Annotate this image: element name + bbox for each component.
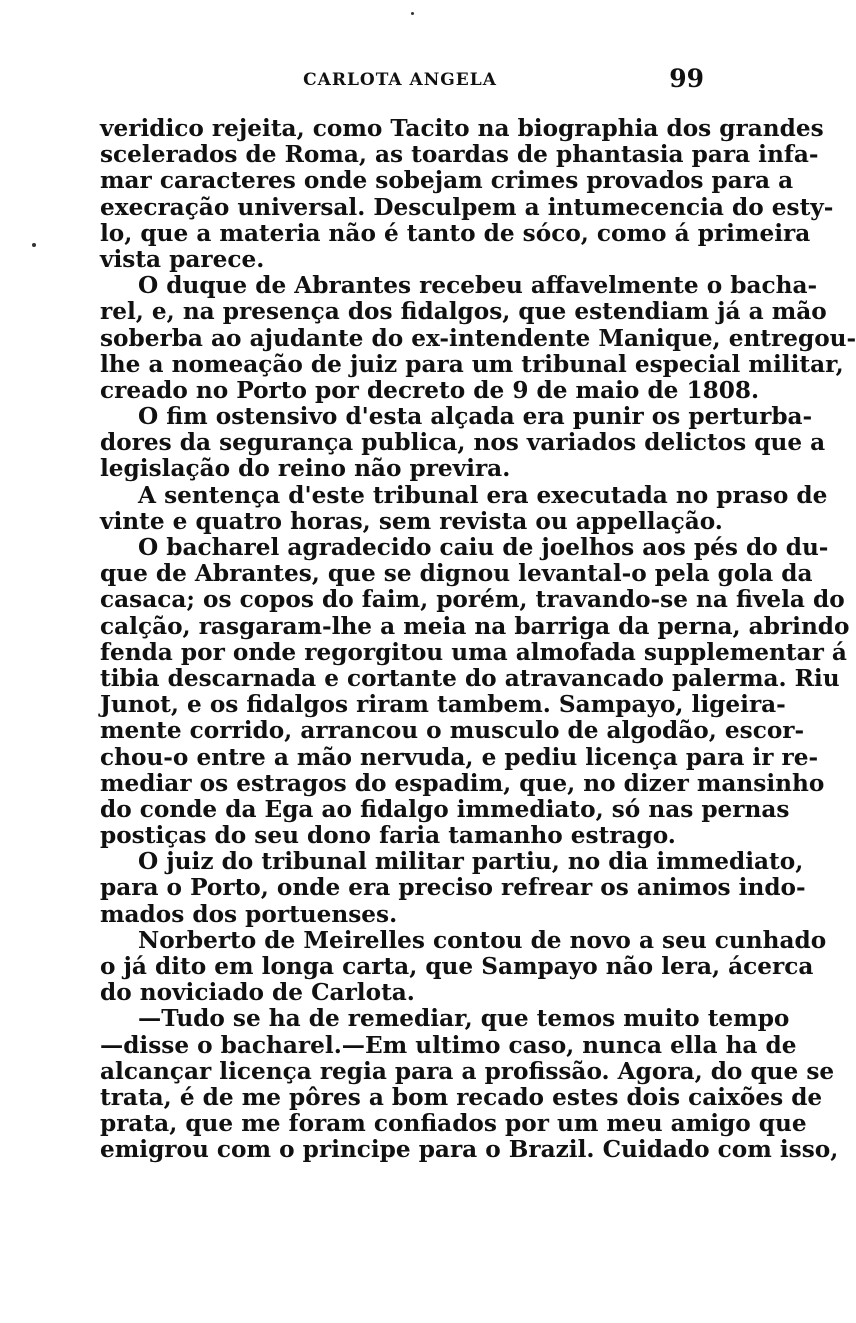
text-line: que de Abrantes, que se dignou levantal-o pela gola da bbox=[100, 560, 813, 588]
text-line: alcançar licença regia para a profissão. Agora, do que se bbox=[100, 1057, 835, 1085]
text-line: tibia descarnada e cortante do atravancado palerma. Riu bbox=[100, 664, 840, 692]
text-line: —Tudo se ha de remediar, que temos muito tempo bbox=[138, 1005, 790, 1033]
text-line: O juiz do tribunal militar partiu, no dia immediato, bbox=[138, 848, 804, 876]
text-line: lhe a nomeação de juiz para um tribunal especial militar, bbox=[100, 350, 844, 378]
text-line: O fim ostensivo d'esta alçada era punir os perturba- bbox=[138, 403, 813, 431]
text-line: o já dito em longa carta, que Sampayo não lera, ácerca bbox=[100, 953, 814, 980]
running-title: CARLOTA ANGELA bbox=[303, 70, 497, 90]
print-speck bbox=[32, 243, 36, 247]
text-line: casaca; os copos do faim, porém, travando-se na fivela do bbox=[100, 586, 845, 614]
text-line: execração universal. Desculpem a intumecencia do esty- bbox=[100, 193, 834, 221]
text-line: creado no Porto por decreto de 9 de maio de 1808. bbox=[100, 376, 760, 404]
text-line: mar caracteres onde sobejam crimes provados para a bbox=[100, 167, 794, 195]
text-line: mente corrido, arrancou o musculo de algodão, escor- bbox=[100, 717, 805, 745]
text-line: emigrou com o principe para o Brazil. Cuidado com isso, bbox=[100, 1136, 839, 1164]
text-line: scelerados de Roma, as toardas de phantasia para infa- bbox=[100, 141, 819, 169]
text-line: calção, rasgaram-lhe a meia na barriga da perna, abrindo bbox=[100, 612, 850, 640]
text-line: legislação do reino não previra. bbox=[100, 455, 511, 483]
text-line: mediar os estragos do espadim, que, no dizer mansinho bbox=[100, 769, 825, 797]
text-line: O duque de Abrantes recebeu affavelmente o bacha- bbox=[138, 272, 818, 300]
text-line: —disse o bacharel.—Em ultimo caso, nunca ella ha de bbox=[100, 1031, 797, 1059]
text-line: mados dos portuenses. bbox=[100, 900, 398, 928]
body-text bbox=[100, 115, 856, 1164]
text-line: veridico rejeita, como Tacito na biographia dos grandes bbox=[100, 115, 824, 142]
text-line: trata, é de me pôres a bom recado estes dois caixões de bbox=[100, 1083, 823, 1111]
text-line: dores da segurança publica, nos variados delictos que a bbox=[100, 429, 826, 457]
page-header bbox=[100, 58, 704, 98]
text-line: prata, que me foram confiados por um meu amigo que bbox=[100, 1110, 807, 1138]
text-line: para o Porto, onde era preciso refrear os animos indo- bbox=[100, 874, 806, 902]
text-line: soberba ao ajudante do ex-intendente Manique, entregou- bbox=[100, 324, 856, 352]
text-line: A sentença d'este tribunal era executada no praso de bbox=[138, 481, 828, 509]
text-line: do conde da Ega ao fidalgo immediato, só nas pernas bbox=[100, 795, 790, 823]
text-line: do noviciado de Carlota. bbox=[100, 979, 415, 1007]
text-line: fenda por onde regorgitou uma almofada supplementar á bbox=[100, 638, 847, 666]
text-line: Norberto de Meirelles contou de novo a seu cunhado bbox=[138, 926, 827, 954]
text-line: vista parece. bbox=[100, 245, 265, 273]
text-line: vinte e quatro horas, sem revista ou appellação. bbox=[100, 507, 723, 535]
text-line: postiças do seu dono faria tamanho estrago. bbox=[100, 822, 676, 850]
text-line: rel, e, na presença dos fidalgos, que estendiam já a mão bbox=[100, 298, 827, 326]
text-line: lo, que a materia não é tanto de sóco, como á primeira bbox=[100, 219, 811, 247]
text-line: chou-o entre a mão nervuda, e pediu licença para ir re- bbox=[100, 743, 819, 771]
page-number: 99 bbox=[669, 64, 704, 93]
text-line: O bacharel agradecido caiu de joelhos aos pés do du- bbox=[138, 534, 829, 561]
print-speck bbox=[411, 12, 414, 15]
text-line: Junot, e os fidalgos riram tambem. Sampayo, ligeira- bbox=[100, 691, 786, 719]
